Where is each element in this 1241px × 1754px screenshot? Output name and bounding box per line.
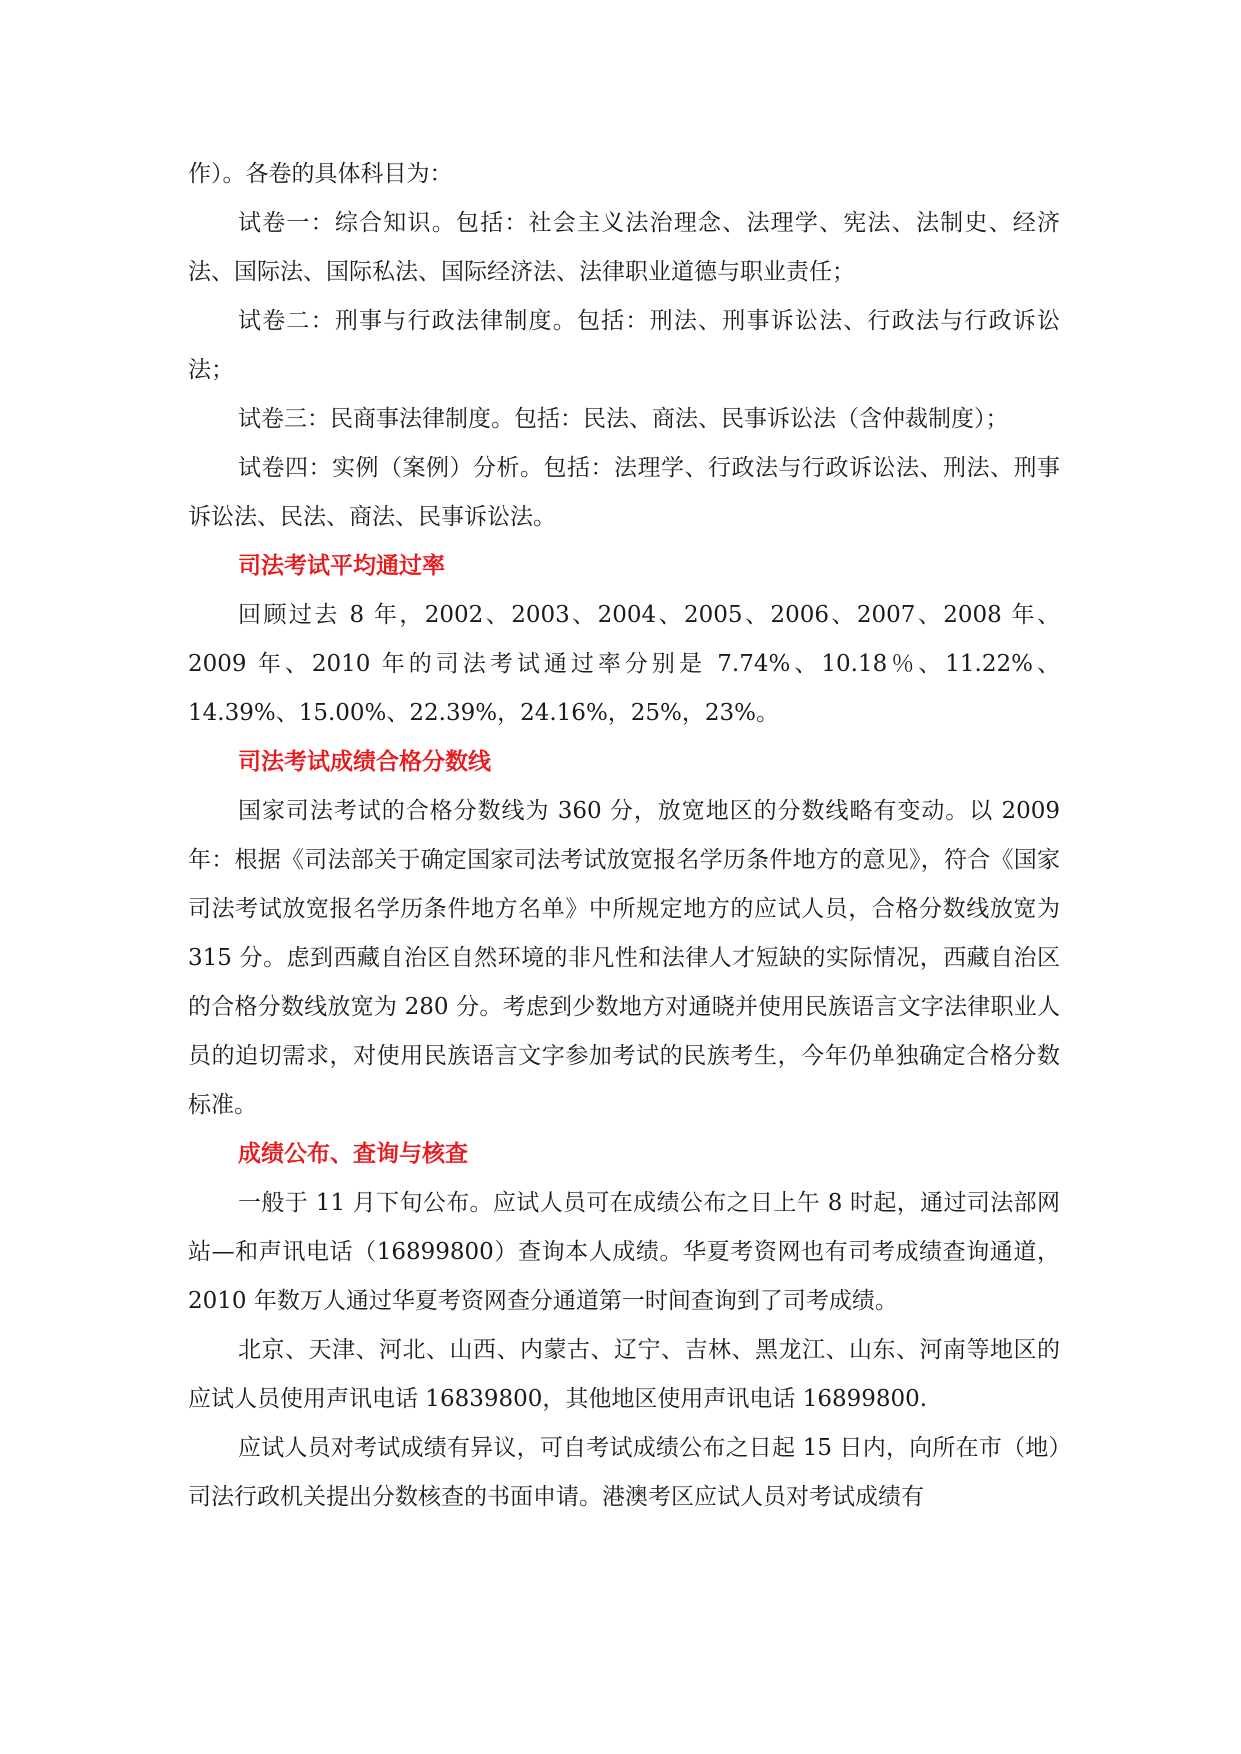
paragraph-pass-rate: 回顾过去 8 年，2002、2003、2004、2005、2006、2007、2008 年、2009 年、2010 年的司法考试通过率分别是 7.74%、10.18％、11.22%、14.39%、15.00%、22.39%，24.16%，25%，23%。 xyxy=(188,602,1060,726)
paragraph-results-release: 一般于 11 月下旬公布。应试人员可在成绩公布之日上午 8 时起，通过司法部网站—和声讯电话（16899800）查询本人成绩。华夏考资网也有司考成绩查询通道，2010 年数万人通过华夏考资网查分通道第一时间查询到了司考成绩。 xyxy=(188,1190,1060,1314)
paragraph-continuation: 作）。各卷的具体科目为： xyxy=(188,161,453,187)
paragraph-phone-regions: 北京、天津、河北、山西、内蒙古、辽宁、吉林、黑龙江、山东、河南等地区的应试人员使用声讯电话 16839800，其他地区使用声讯电话 16899800. xyxy=(188,1337,1060,1412)
paragraph-score-review: 应试人员对考试成绩有异议，可自考试成绩公布之日起 15 日内，向所在市（地）司法行政机关提出分数核查的书面申请。港澳考区应试人员对考试成绩有 xyxy=(188,1435,1060,1510)
paragraph-paper-two: 试卷二：刑事与行政法律制度。包括：刑法、刑事诉讼法、行政法与行政诉讼法； xyxy=(188,308,1060,383)
heading-pass-rate: 司法考试平均通过率 xyxy=(238,553,445,579)
paragraph-paper-three: 试卷三：民商事法律制度。包括：民法、商法、民事诉讼法（含仲裁制度）； xyxy=(238,406,1009,432)
paragraph-passing-score: 国家司法考试的合格分数线为 360 分，放宽地区的分数线略有变动。以 2009 年：根据《司法部关于确定国家司法考试放宽报名学历条件地方的意见》，符合《国家司法考试放宽报名学历条件地方名单》中所规定地方的应试人员，合格分数线放宽为 315 分。虑到西藏自治区自然环境的非凡性和法律人才短缺的实际情况，西藏自治区的合格分数线放宽为 280 分。考虑到少数地方对通晓并使用民族语言文字法律职业人员的迫切需求，对使用民族语言文字参加考试的民族考生，今年仍单独确定合格分数标准。 xyxy=(188,798,1060,1118)
heading-passing-score: 司法考试成绩合格分数线 xyxy=(238,749,491,775)
paragraph-paper-four: 试卷四：实例（案例）分析。包括：法理学、行政法与行政诉讼法、刑法、刑事诉讼法、民法、商法、民事诉讼法。 xyxy=(188,455,1060,530)
paragraph-paper-one: 试卷一：综合知识。包括：社会主义法治理念、法理学、宪法、法制史、经济法、国际法、国际私法、国际经济法、法律职业道德与职业责任； xyxy=(188,210,1060,285)
document-page xyxy=(188,150,1060,1522)
heading-results-query: 成绩公布、查询与核查 xyxy=(238,1141,468,1167)
